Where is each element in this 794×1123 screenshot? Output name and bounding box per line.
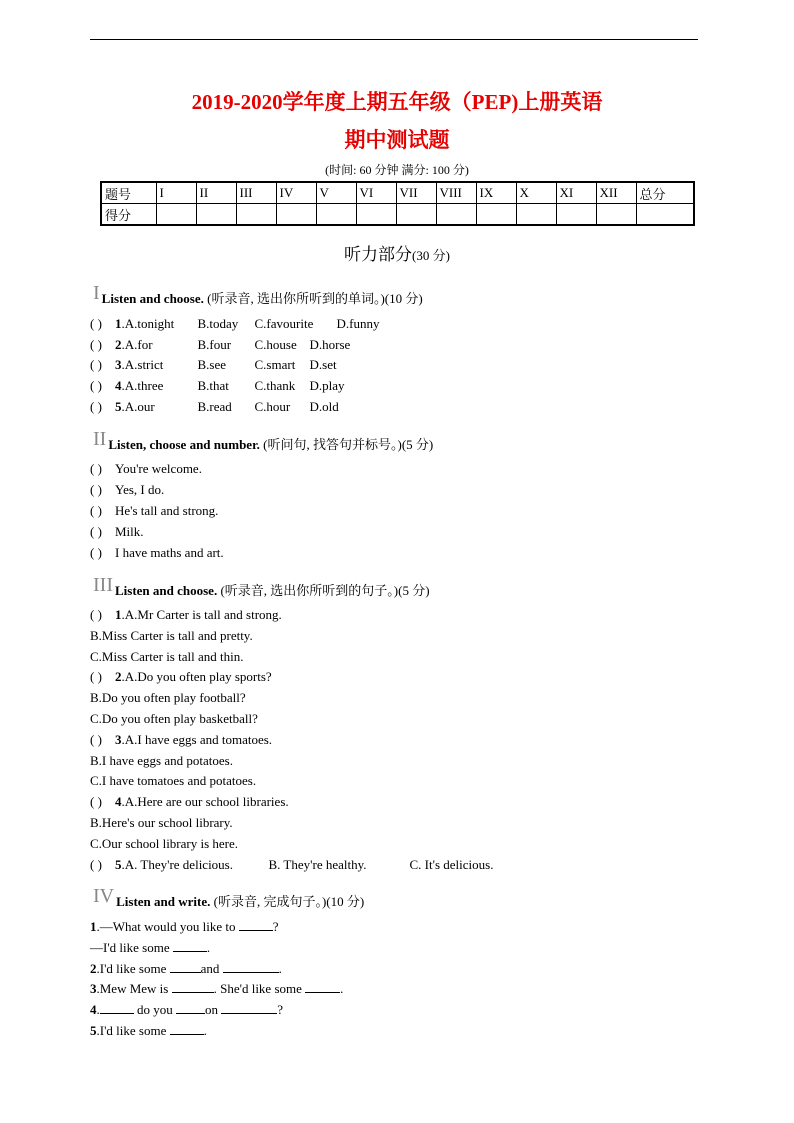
- answer-blank[interactable]: ( ): [90, 545, 102, 560]
- score-table-header-row: [101, 182, 694, 204]
- fill-in-line: [90, 940, 210, 956]
- score-table-cell: X: [516, 182, 556, 204]
- question-number: 4: [115, 378, 122, 393]
- score-table-cell: XI: [556, 182, 596, 204]
- option-c: C.house: [254, 337, 297, 352]
- option-b: B.Miss Carter is tall and pretty.: [90, 628, 253, 643]
- option-a: .A.I have eggs and tomatoes.: [121, 732, 273, 747]
- exam-time-info: (时间: 60 分钟 满分: 100 分): [325, 163, 469, 177]
- question-line: [90, 669, 272, 685]
- option-a: .A.tonight: [121, 316, 175, 331]
- score-input-cell[interactable]: [596, 204, 636, 226]
- score-input-cell[interactable]: [436, 204, 476, 226]
- section-heading-1: [93, 282, 423, 307]
- section-heading-text: Listen and choose.: [114, 583, 218, 598]
- answer-blank[interactable]: ( ): [90, 794, 102, 809]
- score-input-cell[interactable]: [276, 204, 316, 226]
- score-input-cell[interactable]: [156, 204, 196, 226]
- fill-in-blank[interactable]: [239, 919, 273, 931]
- question-number: 1: [115, 607, 122, 622]
- option-b: B. They're healthy.: [268, 857, 367, 872]
- section-heading-text: Listen, choose and number.: [108, 437, 260, 452]
- option-b: B.see: [197, 357, 227, 372]
- score-input-cell[interactable]: [316, 204, 356, 226]
- question-line: [90, 378, 345, 394]
- question-number: 4: [115, 794, 122, 809]
- question-number: 5: [115, 857, 122, 872]
- sentence-part: . She'd like some: [213, 981, 302, 996]
- option-b: B.read: [197, 399, 232, 414]
- answer-sentence: He's tall and strong.: [115, 503, 219, 518]
- option-c: C.favourite: [254, 316, 314, 331]
- answer-sentence: Milk.: [115, 524, 144, 539]
- fill-in-blank[interactable]: [172, 981, 214, 993]
- question-line: [90, 794, 289, 810]
- sentence-part: —I'd like some: [90, 940, 170, 955]
- listening-title: 听力部分: [344, 245, 413, 264]
- score-table-cell: IV: [276, 182, 316, 204]
- score-table-cell: XII: [596, 182, 636, 204]
- fill-in-blank[interactable]: [305, 981, 340, 993]
- question-number: 2: [115, 337, 122, 352]
- score-table-cell: VIII: [436, 182, 476, 204]
- answer-blank[interactable]: ( ): [90, 378, 102, 393]
- answer-blank[interactable]: ( ): [90, 461, 102, 476]
- roman-numeral-icon: II: [93, 428, 107, 450]
- sentence-part: .—What would you like to: [96, 919, 236, 934]
- section-heading-3: [93, 574, 430, 599]
- option-b: B.that: [197, 378, 229, 393]
- question-line: [90, 461, 202, 477]
- score-table-cell: 题号: [101, 182, 156, 204]
- sentence-part: .Mew Mew is: [96, 981, 169, 996]
- option-d: D.horse: [309, 337, 351, 352]
- option-c: C.Our school library is here.: [90, 836, 239, 851]
- question-number: 2: [115, 669, 122, 684]
- option-a: .A.for: [121, 337, 153, 352]
- question-number: 3: [90, 981, 97, 996]
- section-instruction: (听录音, 完成句子。)(10 分): [210, 894, 365, 909]
- fill-in-line: [90, 919, 279, 935]
- score-table-cell: VI: [356, 182, 396, 204]
- score-table-cell: 得分: [101, 204, 156, 226]
- question-line: [90, 524, 144, 540]
- score-input-cell[interactable]: [236, 204, 276, 226]
- score-input-cell[interactable]: [196, 204, 236, 226]
- score-table-score-row: [101, 204, 694, 226]
- option-d: D.old: [309, 399, 339, 414]
- question-line: [90, 337, 350, 353]
- score-table-cell: VII: [396, 182, 436, 204]
- question-line: [90, 607, 282, 623]
- answer-sentence: Yes, I do.: [115, 482, 165, 497]
- score-table-cell: 总分: [636, 182, 694, 204]
- option-d: D.set: [309, 357, 337, 372]
- answer-blank[interactable]: ( ): [90, 857, 102, 872]
- question-number: 1: [90, 919, 97, 934]
- page-title: 2019-2020学年度上期五年级（PEP)上册英语: [191, 90, 603, 114]
- option-a: .A.Mr Carter is tall and strong.: [121, 607, 282, 622]
- section-heading-2: [93, 428, 433, 453]
- question-line: [90, 316, 379, 332]
- option-c: C.Miss Carter is tall and thin.: [90, 649, 244, 664]
- sentence-part: .: [96, 1002, 100, 1017]
- score-input-cell[interactable]: [516, 204, 556, 226]
- question-line: [90, 357, 337, 373]
- section-instruction: (听问句, 找答句并标号。)(5 分): [259, 437, 434, 452]
- question-number: 5: [90, 1023, 97, 1038]
- option-b: B.Do you often play football?: [90, 690, 246, 705]
- fill-in-blank[interactable]: [100, 1002, 134, 1014]
- header-rule: [90, 39, 698, 40]
- question-number: 3: [115, 357, 122, 372]
- answer-blank[interactable]: ( ): [90, 316, 102, 331]
- question-line: [90, 545, 224, 561]
- score-table-cell: IX: [476, 182, 516, 204]
- option-b: B.Here's our school library.: [90, 815, 233, 830]
- option-a: .A.strict: [121, 357, 164, 372]
- section-heading-4: [93, 885, 364, 910]
- score-table-cell: I: [156, 182, 196, 204]
- question-line: [90, 732, 272, 748]
- sentence-part: .: [340, 981, 344, 996]
- option-d: D.funny: [336, 316, 380, 331]
- option-b: B.I have eggs and potatoes.: [90, 753, 233, 768]
- question-number: 3: [115, 732, 122, 747]
- roman-numeral-icon: III: [93, 574, 113, 596]
- sentence-part: and: [200, 961, 220, 976]
- sentence-part: do you: [137, 1002, 173, 1017]
- option-c: C.smart: [254, 357, 296, 372]
- section-instruction: (听录音, 选出你所听到的单词。)(10 分): [203, 291, 423, 306]
- answer-blank[interactable]: ( ): [90, 482, 102, 497]
- question-number: 1: [115, 316, 122, 331]
- question-number: 5: [115, 399, 122, 414]
- score-input-cell[interactable]: [636, 204, 694, 226]
- sentence-part: ?: [277, 1002, 284, 1017]
- question-line: [90, 857, 493, 873]
- option-c: C. It's delicious.: [409, 857, 494, 872]
- option-c: C.hour: [254, 399, 291, 414]
- section-instruction: (听录音, 选出你所听到的句子。)(5 分): [217, 583, 430, 598]
- score-table: [100, 181, 695, 226]
- answer-blank[interactable]: ( ): [90, 337, 102, 352]
- question-line: [90, 399, 339, 415]
- score-input-cell[interactable]: [556, 204, 596, 226]
- score-table-cell: V: [316, 182, 356, 204]
- option-a: .A. They're delicious.: [121, 857, 233, 872]
- sentence-part: .: [206, 940, 211, 955]
- roman-numeral-icon: I: [93, 282, 100, 304]
- sentence-part: on: [205, 1002, 218, 1017]
- answer-sentence: I have maths and art.: [115, 545, 224, 560]
- option-a: .A.our: [121, 399, 155, 414]
- fill-in-blank[interactable]: [170, 961, 201, 973]
- answer-blank[interactable]: ( ): [90, 732, 102, 747]
- option-d: D.play: [309, 378, 345, 393]
- option-b: B.four: [197, 337, 232, 352]
- question-number: 4: [90, 1002, 97, 1017]
- sentence-part: .: [278, 961, 282, 976]
- fill-in-line: [90, 1002, 283, 1018]
- section-heading-text: Listen and choose.: [101, 291, 204, 306]
- fill-in-line: [90, 1023, 207, 1039]
- option-c: C.I have tomatoes and potatoes.: [90, 773, 257, 788]
- answer-blank[interactable]: ( ): [90, 503, 102, 518]
- sentence-part: .I'd like some: [96, 1023, 167, 1038]
- answer-blank[interactable]: ( ): [90, 357, 102, 372]
- option-a: .A.three: [121, 378, 164, 393]
- question-line: [90, 482, 164, 498]
- roman-numeral-icon: IV: [93, 885, 115, 907]
- fill-in-blank[interactable]: [173, 940, 207, 952]
- question-number: 2: [90, 961, 97, 976]
- score-input-cell[interactable]: [396, 204, 436, 226]
- option-c: C.Do you often play basketball?: [90, 711, 258, 726]
- option-a: .A.Do you often play sports?: [121, 669, 272, 684]
- score-input-cell[interactable]: [476, 204, 516, 226]
- page-title-line2: 期中测试题: [344, 128, 450, 152]
- answer-blank[interactable]: ( ): [90, 524, 102, 539]
- sentence-part: ?: [272, 919, 279, 934]
- option-b: B.today: [197, 316, 239, 331]
- answer-blank[interactable]: ( ): [90, 607, 102, 622]
- score-table-cell: III: [236, 182, 276, 204]
- option-c: C.thank: [254, 378, 296, 393]
- listening-points: (30 分): [412, 248, 450, 263]
- option-a: .A.Here are our school libraries.: [121, 794, 289, 809]
- answer-blank[interactable]: ( ): [90, 399, 102, 414]
- fill-in-line: [90, 961, 282, 977]
- answer-blank[interactable]: ( ): [90, 669, 102, 684]
- score-input-cell[interactable]: [356, 204, 396, 226]
- sentence-part: .: [203, 1023, 207, 1038]
- fill-in-blank[interactable]: [223, 961, 279, 973]
- fill-in-line: [90, 981, 343, 997]
- section-heading-text: Listen and write.: [116, 894, 211, 909]
- fill-in-blank[interactable]: [221, 1002, 277, 1014]
- question-line: [90, 503, 218, 519]
- fill-in-blank[interactable]: [170, 1023, 204, 1035]
- answer-sentence: You're welcome.: [115, 461, 202, 476]
- score-table-cell: II: [196, 182, 236, 204]
- fill-in-blank[interactable]: [176, 1002, 205, 1014]
- sentence-part: .I'd like some: [96, 961, 167, 976]
- section-title-listening: [0, 240, 794, 265]
